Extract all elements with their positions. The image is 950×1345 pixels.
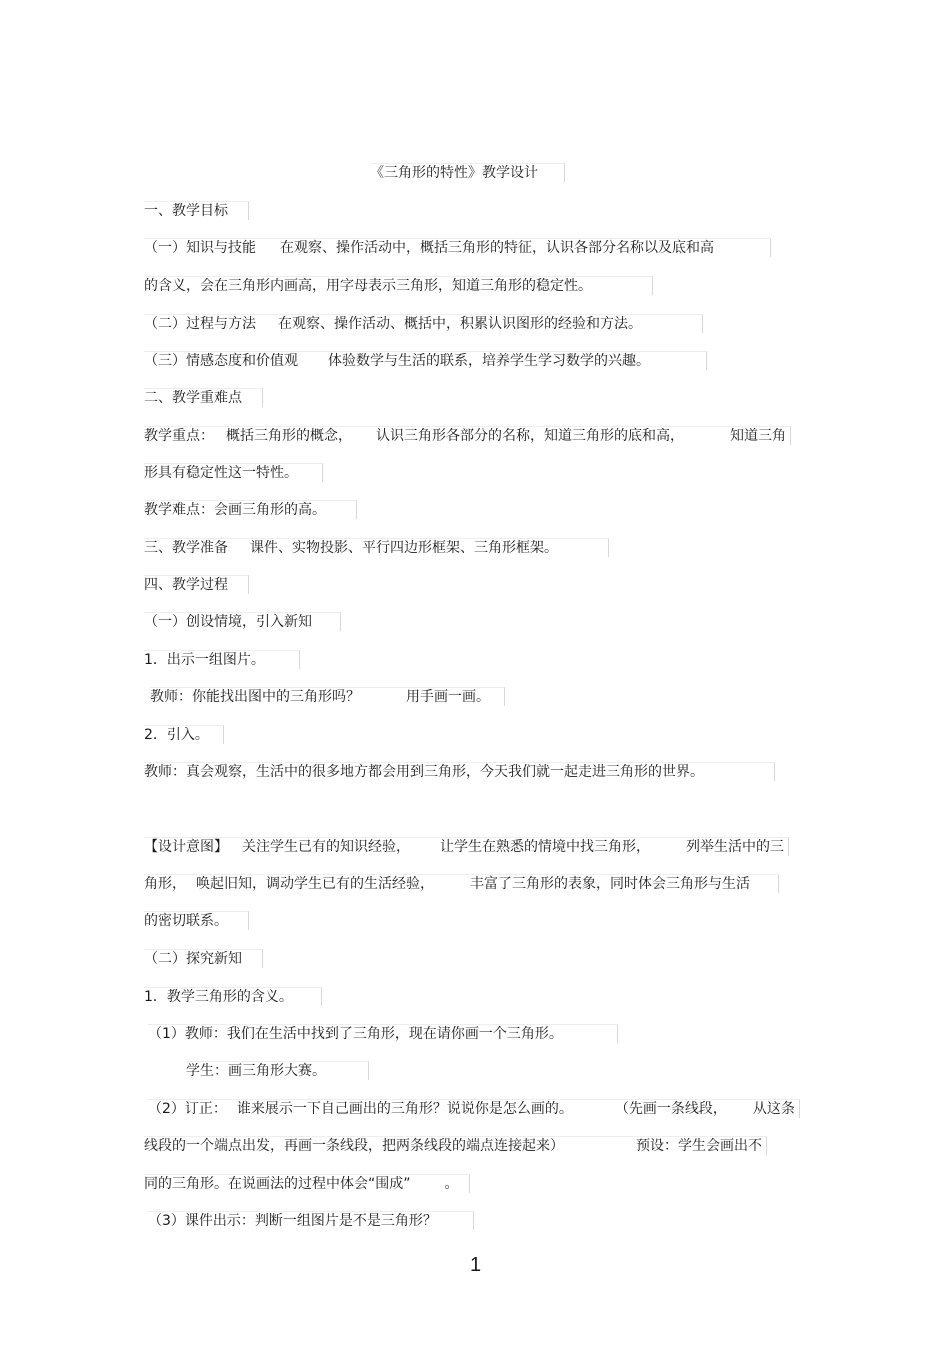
line-4 — [144, 351, 707, 370]
text: （三）情感态度和价值观 — [144, 353, 298, 369]
text: 用手画一画。 — [406, 689, 490, 705]
text: 一、教学目标 — [144, 203, 228, 219]
line-11 — [144, 612, 341, 631]
text: 关注学生已有的知识经验， — [242, 839, 410, 855]
line-16 — [144, 837, 789, 856]
text: 让学生在熟悉的情境中找三角形， — [440, 839, 650, 855]
line-25 — [144, 1174, 470, 1193]
text: 教师：真会观察，生活中的很多地方都会用到三角形，今天我们就一起走进三角形的世界。 — [144, 764, 704, 780]
text: 的含义，会在三角形内画高，用字母表示三角形，知道三角形的稳定性。 — [144, 278, 592, 294]
text: 线段的一个端点出发，再画一条线段，把两条线段的端点连接起来） — [144, 1138, 564, 1154]
text: 的密切联系。 — [144, 913, 228, 929]
line-10 — [144, 575, 249, 594]
text: （二）过程与方法 — [144, 316, 256, 332]
line-20 — [144, 987, 322, 1006]
text: 在观察、操作活动中，概括三角形的特征，认识各部分名称以及底和高 — [280, 240, 714, 256]
line-24 — [144, 1136, 767, 1155]
line-6 — [144, 426, 791, 445]
line-13 — [150, 687, 505, 706]
text: 1．出示一组图片。 — [144, 652, 265, 668]
text: 体验数学与生活的联系，培养学生学习数学的兴趣。 — [328, 353, 650, 369]
text: 教学难点：会画三角形的高。 — [144, 502, 326, 518]
text: 课件、实物投影、平行四边形框架、三角形框架。 — [250, 540, 558, 556]
line-5 — [144, 388, 263, 407]
text: 四、教学过程 — [144, 577, 228, 593]
text: （3）课件出示：判断一组图片是不是三角形？ — [148, 1213, 437, 1229]
line-17 — [144, 874, 779, 893]
text: 预设：学生会画出不 — [636, 1138, 762, 1154]
page-number: 1 — [470, 1254, 482, 1276]
text: 在观察、操作活动、概括中，积累认识图形的经验和方法。 — [278, 316, 642, 332]
text: 知道三角 — [730, 428, 786, 444]
text: 教学重点： — [144, 428, 214, 444]
text: （1）教师：我们在生活中找到了三角形，现在请你画一个三角形。 — [148, 1026, 563, 1042]
text: 1．教学三角形的含义。 — [144, 989, 293, 1005]
line-9 — [144, 538, 609, 557]
text: 2．引入。 — [144, 727, 209, 743]
line-15 — [144, 762, 775, 781]
text: 教师：你能找出图中的三角形吗？ — [150, 689, 360, 705]
text: 概括三角形的概念， — [226, 428, 352, 444]
text: （一）创设情境，引入新知 — [144, 614, 312, 630]
line-2 — [144, 276, 653, 295]
text: （二）探究新知 — [144, 951, 242, 967]
line-8 — [144, 500, 357, 519]
text: 同的三角形。在说画法的过程中体会“围成” — [144, 1176, 411, 1192]
text: 。 — [444, 1176, 459, 1192]
text: 三、教学准备 — [144, 540, 228, 556]
line-7 — [144, 463, 323, 482]
line-18 — [144, 911, 249, 930]
line-1 — [144, 238, 771, 257]
line-0 — [144, 201, 249, 220]
text: 谁来展示一下自己画出的三角形？说说你是怎么画的。 — [236, 1101, 573, 1117]
text: 从这条 — [752, 1101, 795, 1117]
text: 角形， — [144, 876, 186, 892]
line-3 — [144, 314, 703, 333]
text: 唤起旧知，调动学生已有的生活经验， — [196, 876, 434, 892]
line-21 — [148, 1024, 618, 1043]
text: 二、教学重难点 — [144, 390, 242, 406]
line-19 — [144, 949, 263, 968]
text: 丰富了三角形的表象，同时体会三角形与生活 — [470, 876, 750, 892]
text: （2）订正： — [148, 1101, 227, 1117]
text: 列举生活中的三 — [686, 839, 784, 855]
line-14 — [144, 725, 224, 744]
document-title: 《三角形的特性》教学设计 — [370, 163, 565, 182]
line-26 — [148, 1211, 474, 1230]
text: 学生：画三角形大赛。 — [186, 1063, 326, 1079]
text: （一）知识与技能 — [144, 240, 256, 256]
text: 【设计意图】 — [144, 839, 228, 855]
text: 形具有稳定性这一特性。 — [144, 465, 298, 481]
line-22 — [186, 1061, 369, 1080]
line-12 — [144, 650, 300, 669]
text: （先画一条线段， — [614, 1101, 727, 1117]
text: 认识三角形各部分的名称，知道三角形的底和高， — [376, 428, 684, 444]
line-23 — [148, 1099, 800, 1118]
